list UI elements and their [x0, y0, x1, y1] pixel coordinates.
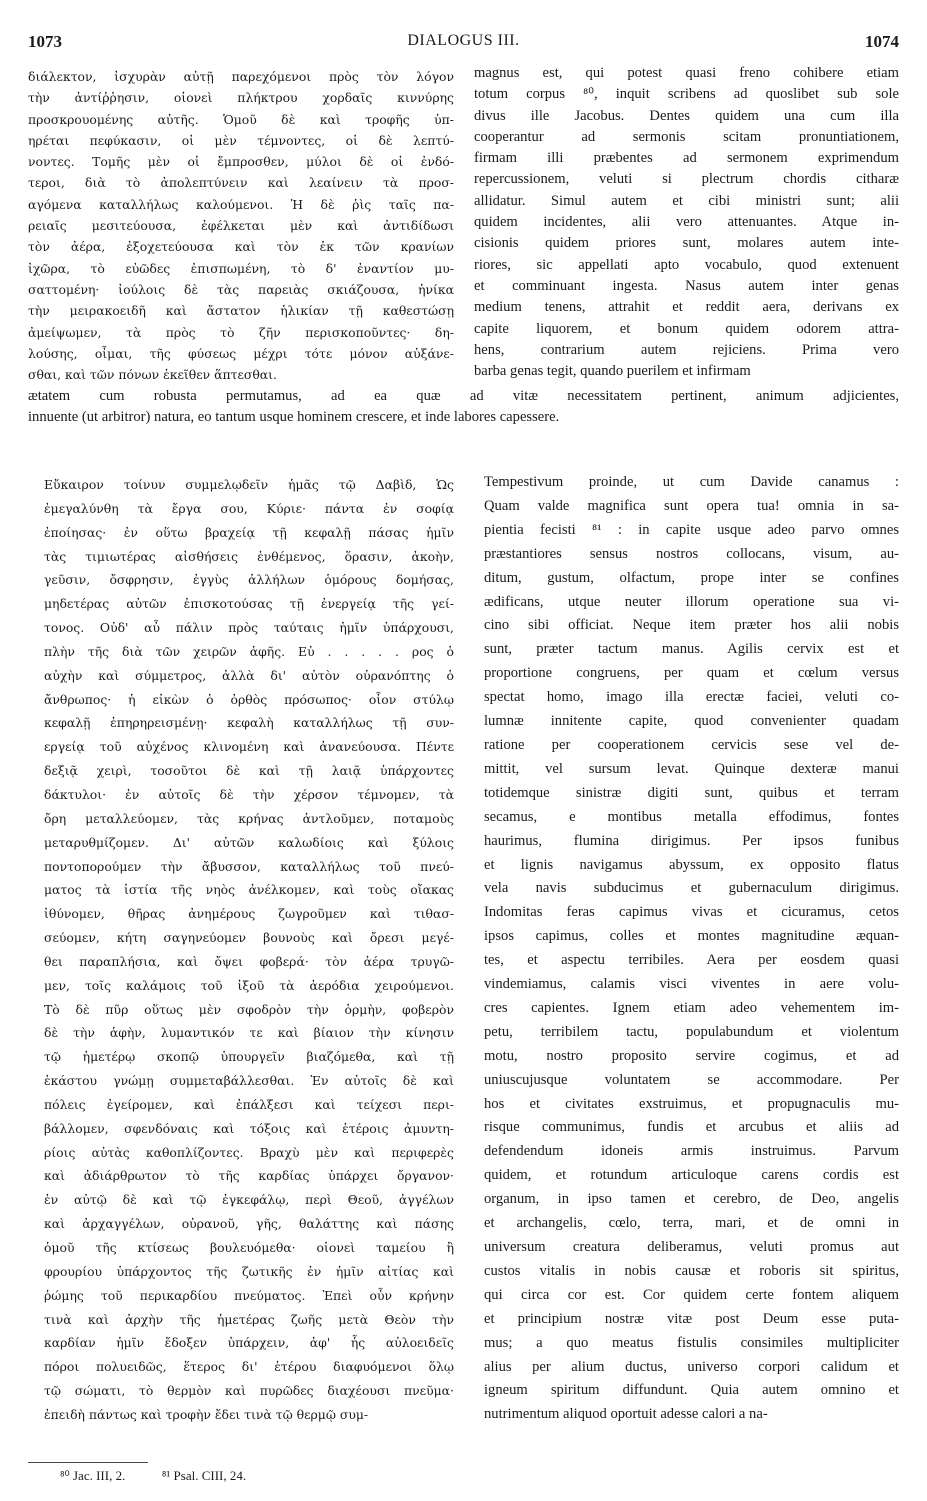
greek-text-line: τὴν ἀντίῤῥησιν, οἱονεὶ πλήκτρου χορδαῖς κιννύρης [28, 90, 454, 106]
greek-text-line: ηρέται πεφύκασιν, οἱ μὲν τέμνοντες, οἱ δὲ λεπτύ- [28, 132, 454, 148]
page-header [28, 32, 899, 54]
latin-text-line: mittit, vel sursum levat. Quinque dexteræ manui [484, 760, 899, 777]
greek-text-line: ἰχῶρα, τὸ εὐῶδες ἐπισπωμένη, τὸ δ' ἐναντίον μυ- [28, 260, 454, 276]
greek-text-line: προσκρουομένης αὐτῆς. Ὁμοῦ δὲ καὶ τροφῆς ὑπ- [28, 111, 454, 127]
latin-text-line: uniuscujusque voluntatem se accommodare. Per [484, 1071, 899, 1088]
greek-text-line: ποντοπορούμεν τὴν ἄβυσσον, καταλλήλως τοῦ πνεύ- [44, 858, 454, 874]
latin-text-line: ætatem cum robusta permutamus, ad ea quæ ad vitæ necessitatem pertinent, animum adjicientes, [28, 388, 899, 404]
latin-text-line: hos et civitates exstruimus, et propugnaculis mu- [484, 1095, 899, 1112]
greek-text-line: μεταρυθμίζομεν. Δι' αὐτῶν καλωδίοις καὶ ξύλοις [44, 834, 454, 850]
greek-text-line: τινὰ καὶ ἀρχὴν τῆς ἡμετέρας ζωῆς μετὰ Θεὸν τὴν [44, 1311, 454, 1327]
greek-text-line: ἑκάστου γνώμῃ συμμεταβάλλεσθαι. Ἐν αὐτοῖς δὲ καὶ [44, 1073, 454, 1089]
greek-text-line: Εὔκαιρον τοίνυν συμμελῳδεῖν ἡμᾶς τῷ Δαβὶδ, Ὡς [44, 477, 454, 492]
latin-full-width-paragraph [28, 386, 899, 428]
greek-text-line: σαττομένη· ἰούλοις δὲ τὰς παρειὰς σκιάζουσα, ἡνίκα [28, 281, 454, 297]
greek-text-line: ρίοις αὐτὰς καθοπλίζοντες. Βραχὺ μὲν καὶ περιφερὲς [44, 1144, 454, 1160]
latin-text-line: defendendum idoneis armis instruimus. Parvum [484, 1143, 899, 1160]
greek-text-line: αγόμενα καταλλήλως καλούμενοι. Ἡ δὲ ῥὶς ταῖς πα- [28, 196, 454, 212]
latin-text-line: repercussionem, veluti si plectrum chordis citharæ [474, 171, 899, 188]
latin-text-line: haurimus, flumina dirigimus. Per ipsos funibus [484, 832, 899, 849]
latin-text-line: qui circa cor est. Cor quidem certe fontem aliquem [484, 1286, 899, 1303]
greek-text-line: ἐποίησας· ἐν οὕτω βραχείᾳ τῇ κεφαλῇ πάσας ἡμῖν [44, 524, 454, 540]
footnotes [60, 1468, 246, 1484]
page-number-right: 1074 [865, 32, 899, 51]
greek-text-line: δὲ τὴν ἁφὴν, λυμαντικόν τε καὶ βίαιον τὴν κίνησιν [44, 1025, 454, 1041]
latin-text-line: vela navis subducimus et gubernaculum dirigimus. [484, 880, 899, 897]
running-title: DIALOGUS III. [407, 32, 520, 49]
latin-text-line: præstantiores sensus nostros collocans, visum, au- [484, 545, 899, 562]
latin-text-line: et comminuant ingesta. Nasus autem inter genas [474, 277, 899, 294]
latin-column-bottom [484, 471, 899, 1427]
greek-text-line: ὄρη μεταλλεύομεν, τὰς κρήνας ἀντλοῦμεν, ποταμοὺς [44, 810, 454, 826]
latin-text-line: firmam illi præbentes ad sermonem exprimendum [474, 150, 899, 167]
latin-text-line: totidemque sinistræ digiti sunt, quibus et terram [484, 784, 899, 801]
latin-text-line: Quam valde magnifica sunt opera tua! omnia in sa- [484, 497, 899, 514]
latin-text-line: Tempestivum proinde, ut cum Davide canamus : [484, 474, 899, 490]
greek-text-line: δεξιᾷ χειρὶ, τοσοῦτοι δὲ καὶ τῇ λαιᾷ ὑπάρχοντες [44, 763, 454, 779]
greek-text-line: νοντες. Τομῆς μὲν οἱ ἔμπροσθεν, μύλοι δὲ οἱ ἐνδό- [28, 154, 454, 170]
latin-text-line: igneum spiritum diffundunt. Quia autem omnino et [484, 1382, 899, 1399]
latin-text-line: ditum, gustum, olfactum, prope inter se confines [484, 569, 899, 586]
greek-text-line: βάλλομεν, σφενδόναις καὶ τόξοις καὶ ἑτέροις ἀμυντη- [44, 1120, 454, 1136]
greek-text-line: ἐμεγαλύνθη τὰ ἔργα σου, Κύριε· πάντα ἐν σοφίᾳ [44, 500, 454, 516]
latin-text-line: cooperantur ad sermonis scitam pronuntiationem, [474, 128, 899, 145]
latin-text-line: cisionis quidem priores sunt, molares autem inte- [474, 235, 899, 252]
greek-text-line: κεφαλῇ ἐπηρηρεισμένῃ· κεφαλὴ καταλλήλως τῇ συν- [44, 715, 454, 731]
greek-text-line: Τὸ δὲ πῦρ οὕτως μὲν σφοδρὸν τὴν ὁρμὴν, φοβερὸν [44, 1001, 454, 1017]
greek-text-line: διάλεκτον, ἰσχυρὰν αὐτῇ παρεχόμενοι πρὸς τὸν λόγον [28, 69, 454, 84]
latin-column-top [474, 63, 899, 382]
latin-text-line: cres capientes. Ignem etiam adeo vehementem im- [484, 999, 899, 1016]
latin-text-line: innuente (ut arbitror) natura, eo tantum usque hominem crescere, et inde labores capessere. [28, 409, 560, 425]
latin-text-line: lumnæ innitente capite, quod convenienter quadam [484, 713, 899, 730]
latin-text-line: alius per alium ductus, universo corpori calidum et [484, 1358, 899, 1375]
latin-text-line: quidem incidentes, alii vero attenuantes. Atque in- [474, 214, 899, 231]
greek-column-bottom [44, 473, 454, 1427]
latin-text-line: ipsos capimus, colles et montes magnitudine æquan- [484, 928, 899, 945]
latin-text-line: cino sibi officiat. Neque item præter hos alii nobis [484, 617, 899, 634]
greek-text-line: ματος τὰ ἱστία τῆς νηὸς ἀνέλκομεν, καὶ τοὺς οἴακας [44, 882, 454, 898]
latin-text-line: totum corpus ⁸⁰, inquit scribens ad quoslibet sub sole [474, 86, 899, 103]
latin-text-line: tes, et aspectu terribiles. Aera per eosdem quasi [484, 952, 899, 969]
greek-text-line: καὶ ἀρχαγγέλων, οὐρανοῦ, γῆς, θαλάττης καὶ πάσης [44, 1216, 454, 1232]
latin-text-line: proportione congruens, per quam et cœlum versus [484, 665, 899, 682]
latin-text-line: pientia fecisti ⁸¹ : in capite usque adeo parvo omnes [484, 521, 899, 538]
greek-text-line: ἰθύνομεν, θῆρας ἀνημέρους ζωγροῦμεν καὶ τιθασ- [44, 906, 454, 922]
greek-text-line: γεῦσιν, ὄσφρησιν, ἐγγὺς ἀλλήλων ὁμόρους δομήσας, [44, 572, 454, 588]
latin-text-line: quidem, et rotundum articuloque carens cordis est [484, 1167, 899, 1184]
latin-text-line: capite liquorem, et bonum quidem odorem attra- [474, 320, 899, 337]
latin-text-line: organum, in ipso tamen et cerebro, de Deo, angelis [484, 1191, 899, 1208]
greek-column-top [28, 66, 454, 385]
page-number-left: 1073 [28, 32, 62, 51]
greek-text-line: πλὴν τῆς διὰ τῶν χειρῶν ἁφῆς. Εὐ . . . . . ρος ὁ [44, 643, 454, 659]
greek-text-line: σθαι, καὶ τῶν πόνων ἐκεῖθεν ἅπτεσθαι. [28, 367, 277, 383]
greek-text-line: καρδίαν ἡμῖν ἔδοξεν ὑπάρχειν, ἀφ' ἧς αὐλοειδεῖς [44, 1335, 454, 1351]
latin-text-line: petu, terribilem tactu, populabundum et violentum [484, 1023, 899, 1040]
greek-text-line: ἐν αὐτῷ δὲ καὶ τῷ ἐγκεφάλῳ, περὶ Θεοῦ, ἀγγέλων [44, 1192, 454, 1208]
greek-text-line: τονος. Οὐδ' αὖ πάλιν πρὸς ταύταις ἡμῖν ὑπάρχουσι, [44, 620, 454, 636]
greek-text-line: πόροι πολυειδῶς, ἕτερος δι' ἑτέρου διαφυόμενοι ὅλῳ [44, 1359, 454, 1375]
greek-text-line: τῷ ἡμετέρῳ σκοπῷ ὑπουργεῖν βιαζόμεθα, καὶ τῇ [44, 1049, 454, 1065]
footnote-81: ⁸¹ Psal. CIII, 24. [161, 1468, 247, 1483]
greek-text-line: τῷ σώματι, τὸ θερμὸν καὶ πυρῶδες διαχέουσι πνεῦμα· [44, 1383, 454, 1399]
greek-text-line: ὁμοῦ τῆς κτίσεως βουλευόμεθα· οἱονεὶ ταμείου ἢ [44, 1240, 454, 1255]
latin-text-line: sunt, præter tactum manus. Agilis cervix est et [484, 641, 899, 658]
latin-text-line: barba genas tegit, quando puerilem et infirmam [474, 363, 751, 380]
greek-text-line: λούσης, οἶμαι, τῆς φύσεως μέχρι τότε μόνον αὐξάνε- [28, 345, 454, 361]
latin-text-line: secamus, e montibus metalla effodimus, fontes [484, 808, 899, 825]
latin-text-line: risque communimus, fundis et arcubus et aliis ad [484, 1119, 899, 1136]
greek-text-line: ἐπειδὴ πάντως καὶ τροφὴν ἔδει τινὰ τῷ θερμῷ συμ- [44, 1406, 369, 1422]
latin-text-line: magnus est, qui potest quasi freno cohibere etiam [474, 65, 899, 81]
greek-text-line: μεν, τοῖς καλάμοις τοῦ ἰξοῦ τὰ ἀερόδια χειρούμενοι. [44, 977, 454, 993]
latin-text-line: et principium nostræ vitæ post Deum esse puta- [484, 1310, 899, 1327]
latin-text-line: ratione per cooperationem cervicis sese vel de- [484, 736, 899, 753]
greek-text-line: τεροι, διὰ τὸ ἀπολεπτύνειν καὶ λεαίνειν τὰ προσ- [28, 175, 454, 191]
latin-text-line: ædificans, utque neuter illorum operatione sua vi- [484, 593, 899, 610]
latin-text-line: vindemiamus, calamis visci viventes in aere volu- [484, 976, 899, 993]
latin-text-line: allidatur. Simul autem et cibi ministri sunt; alii [474, 192, 899, 209]
greek-text-line: μηδετέρας αὐτῶν ἐπισκοτούσας τῇ ἐνεργείᾳ τῆς γεί- [44, 596, 454, 612]
latin-text-line: hens, contrarium autem rejiciens. Prima vero [474, 341, 899, 358]
greek-text-line: τὸν ἀέρα, ἐξοχετεύουσα καὶ τὸν ἐκ τῶν κρανίων [28, 239, 454, 255]
greek-text-line: δάκτυλοι· ἐν αὐτοῖς δὲ τὴν χέρσον τέμνομεν, τὰ [44, 786, 454, 802]
greek-text-line: αὐχὴν καὶ σύμμετρος, ἀλλὰ δι' αὐτὸν οὐρανόπτης ὁ [44, 667, 454, 683]
greek-text-line: ρειαῖς μεσιτεύουσα, ἐφέλκεται μὲν καὶ ἀντιδίδωσι [28, 218, 454, 234]
greek-text-line: ῥώμης τοῦ περικαρδίου πνεύματος. Ἐπεὶ οὖν κρήνην [44, 1287, 454, 1303]
latin-text-line: custos vitalis in nobis causæ et roboris sit spiritus, [484, 1262, 899, 1279]
latin-text-line: medium tenens, attrahit et reddit aera, derivans ex [474, 299, 899, 316]
latin-text-line: mus; a quo meatus fistulis consimiles multipliciter [484, 1334, 899, 1351]
greek-text-line: καὶ ἀδιάρθρωτον τὸ τῆς καρδίας ὑπάρχει ὄργανον· [44, 1168, 454, 1184]
greek-text-line: τὰς τιμιωτέρας αἰσθήσεις ἐνθέμενος, ὅρασιν, ἀκοὴν, [44, 548, 454, 564]
latin-text-line: nutrimentum aliquod oportuit adesse calori a na- [484, 1406, 768, 1423]
greek-text-line: ἀμείψωμεν, τὰ πρὸς τὸ ζῆν περισκοποῦντες· δη- [28, 324, 454, 340]
greek-text-line: τὴν μειρακοειδῆ καὶ ἄστατον ἡλικίαν τῇ καθεστώσῃ [28, 303, 454, 319]
latin-text-line: divus ille Jacobus. Dentes quidem una cum illa [474, 107, 899, 124]
greek-text-line: ἄνθρωπος· ἡ εἰκὼν ὁ ὀρθὸς πρόσωπος· οἷον στύλῳ [44, 691, 454, 707]
footnote-rule [28, 1462, 148, 1463]
latin-text-line: et lignis navigamus abyssum, ex opposito flatus [484, 856, 899, 873]
footnote-80: ⁸⁰ Jac. III, 2. [60, 1468, 126, 1483]
latin-text-line: et archangelis, cœlo, terra, mari, et de omni in [484, 1215, 899, 1232]
latin-text-line: riores, sic appellati apto vocabulo, quod extenuent [474, 256, 899, 273]
greek-text-line: εργείᾳ τοῦ αὐχένος κλινομένη καὶ ἀνανεύουσα. Πέντε [44, 739, 454, 755]
greek-text-line: πόλεις ἐγείρομεν, καὶ ἐπάλξεσι καὶ τείχεσι περι- [44, 1096, 454, 1112]
latin-text-line: motu, nostro proposito servire cogimus, et ad [484, 1047, 899, 1064]
latin-text-line: spectat homo, imago illa erectæ faciei, veluti co- [484, 689, 899, 706]
latin-text-line: universum creatura deliberamus, veluti promus aut [484, 1239, 899, 1255]
latin-text-line: Indomitas feras capimus vivas et cicuramus, cetos [484, 904, 899, 921]
greek-text-line: θει παραπλήσια, καὶ ὄψει φοβερά· τὸν ἀέρα τρυγῶ- [44, 953, 454, 969]
greek-text-line: φρουρίου ὑπάρχοντος τῆς ζωτικῆς ἐν ἡμῖν αἰτίας καὶ [44, 1263, 454, 1279]
greek-text-line: σεύομεν, κήτη σαγηνεύομεν βουνοὺς καὶ ὄρεσι μεγέ- [44, 930, 454, 946]
